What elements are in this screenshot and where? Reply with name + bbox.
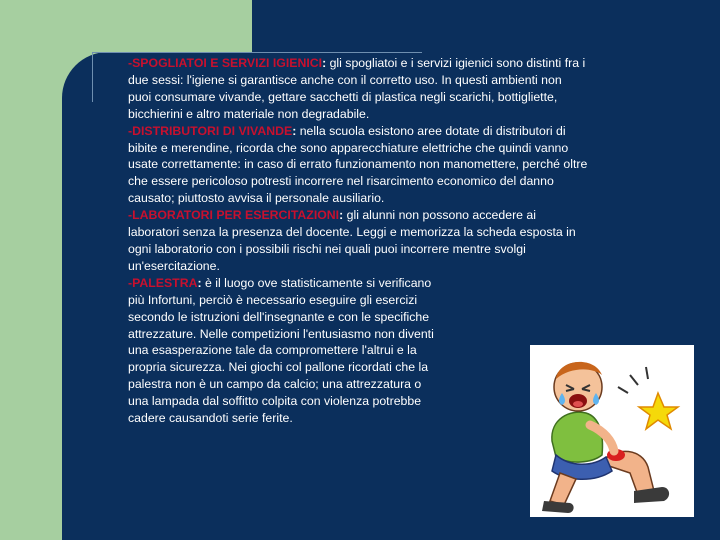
heading-separator: :: [197, 275, 205, 290]
heading-separator: :: [322, 56, 330, 70]
injured-child-icon: [530, 345, 694, 517]
section-palestra: [128, 275, 588, 427]
section-body: nella scuola esistono aree dotate di distributori di bibite e merendine, ricorda che sono apparecchiature elettriche che quindi vanno usate correttamente: in caso di errato funzionamento non manomettere, perché oltre che essere pericoloso potresti incorrere nel risarcimento economico del danno causato; piuttosto avvisa il personale ausiliario.: [128, 123, 588, 206]
section-body: è il luogo ove statisticamente si verificano più Infortuni, perciò è necessario eseguire gli esercizi secondo le istruzioni dell'insegnante e con le specifiche attrezzature. Nelle competizioni l'entusiasmo non diventi una esasperazione tale da compromettere l'altrui e la propria sicurezza. Nei giochi col pallone ricordati che la palestra non è un campo da calcio; una attrezzatura o una lampada dal soffitto colpita con violenza potrebbe cadere causandoti serie ferite.: [128, 275, 434, 426]
injured-child-illustration: [530, 345, 694, 517]
section-distributori: [128, 123, 588, 208]
section-heading: -SPOGLIATOI E SERVIZI IGIENICI: [128, 56, 323, 70]
section-laboratori: [128, 207, 588, 275]
section-spogliatoi: [128, 55, 588, 123]
heading-separator: :: [292, 123, 300, 138]
section-body: gli alunni non possono accedere ai laboratori senza la presenza del docente. Leggi e memorizza la scheda esposta in ogni laboratorio con i possibili rischi nei quali puoi incorrere mentre svolgi un'esercitazione.: [128, 208, 576, 273]
decorative-rule-horizontal: [92, 52, 422, 53]
decorative-rule-vertical: [92, 52, 93, 102]
heading-separator: :: [339, 208, 347, 223]
section-heading: -PALESTRA: [128, 275, 198, 290]
section-heading: -DISTRIBUTORI DI VIVANDE: [128, 123, 293, 138]
section-body: gli spogliatoi e i servizi igienici sono distinti fra i due sessi: l'igiene si garantisce anche con il corretto uso. In questi ambienti non puoi consumare vivande, gettare sacchetti di plastica negli scarichi, bottigliette, bicchierini e altro materiale non degradabile.: [128, 56, 586, 121]
section-heading: -LABORATORI PER ESERCITAZIONI: [128, 208, 340, 223]
safety-text: [128, 55, 588, 495]
